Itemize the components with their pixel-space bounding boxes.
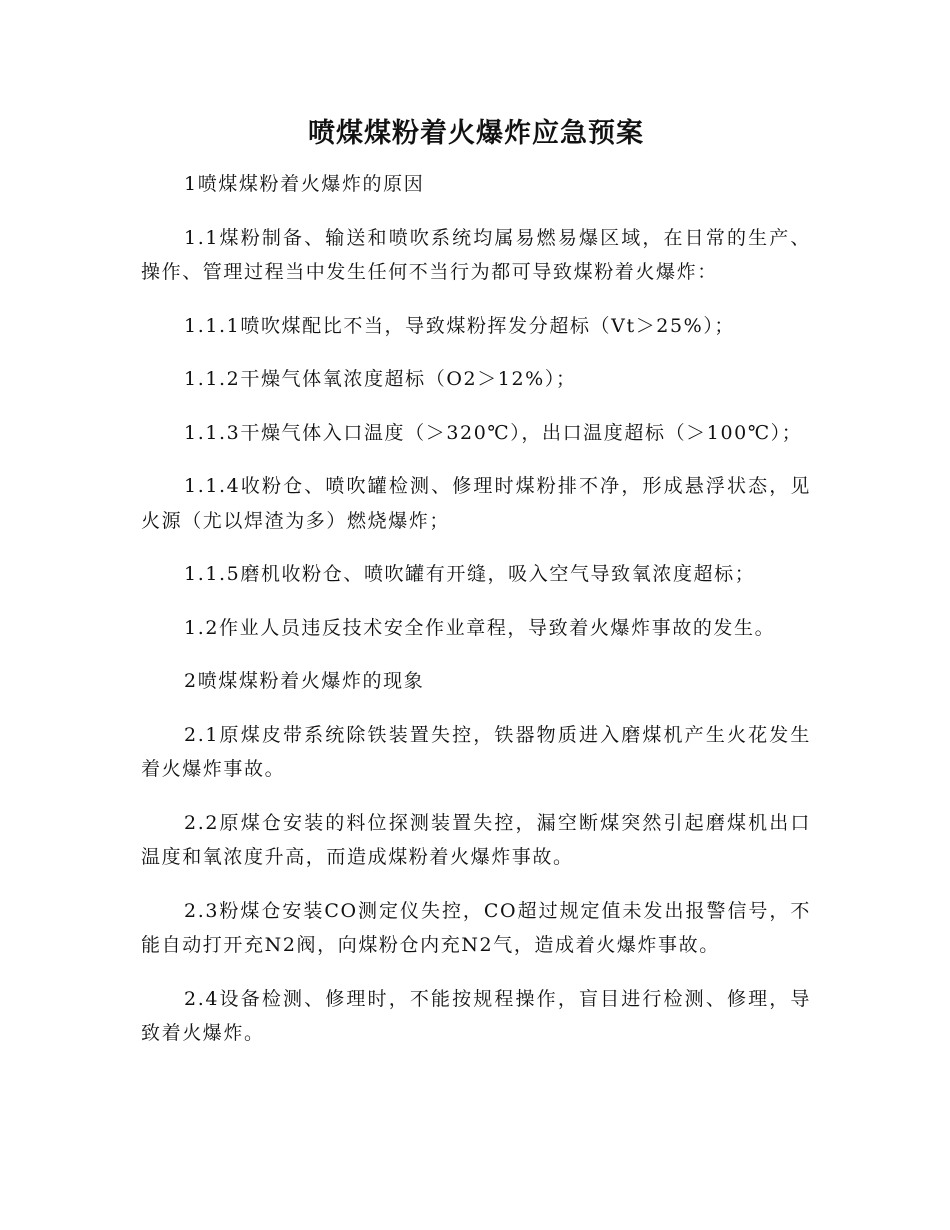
paragraph-1-1: 1.1煤粉制备、输送和喷吹系统均属易燃易爆区域，在日常的生产、操作、管理过程当中发生任何不当行为都可导致煤粉着火爆炸： xyxy=(141,226,811,283)
paragraph-1-2: 1.2作业人员违反技术安全作业章程，导致着火爆炸事故的发生。 xyxy=(184,616,776,639)
paragraph-1-1-5: 1.1.5磨机收粉仓、喷吹罐有开缝，吸入空气导致氧浓度超标； xyxy=(184,563,756,585)
paragraph-1-1-2: 1.1.2干燥气体氧浓度超标（O2＞12%）； xyxy=(184,368,577,390)
paragraph-2-3: 2.3粉煤仓安装CO测定仪失控，CO超过规定值未发出报警信号，不能自动打开充N2阀，向煤粉仓内充N2气，造成着火爆炸事故。 xyxy=(141,899,811,956)
paragraph-2-4: 2.4设备检测、修理时，不能按规程操作，盲目进行检测、修理，导致着火爆炸。 xyxy=(141,987,811,1044)
paragraph-1-1-4: 1.1.4收粉仓、喷吹罐检测、修理时煤粉排不净，形成悬浮状态，见火源（尤以焊渣为多）燃烧爆炸； xyxy=(141,475,811,532)
section-heading-causes: 1喷煤煤粉着火爆炸的原因 xyxy=(184,173,425,195)
paragraph-1-1-1: 1.1.1喷吹煤配比不当，导致煤粉挥发分超标（Vt＞25%）； xyxy=(184,314,736,337)
section-heading-phenomena: 2喷煤煤粉着火爆炸的现象 xyxy=(184,670,425,692)
paragraph-2-2: 2.2原煤仓安装的料位探测装置失控，漏空断煤突然引起磨煤机出口温度和氧浓度升高，而造成煤粉着火爆炸事故。 xyxy=(141,811,811,868)
document-body xyxy=(141,114,811,1051)
document-title: 喷煤煤粉着火爆炸应急预案 xyxy=(308,118,644,149)
paragraph-1-1-3: 1.1.3干燥气体入口温度（＞320℃），出口温度超标（＞100℃）； xyxy=(184,421,803,444)
paragraph-2-1: 2.1原煤皮带系统除铁装置失控，铁器物质进入磨煤机产生火花发生着火爆炸事故。 xyxy=(141,723,811,780)
